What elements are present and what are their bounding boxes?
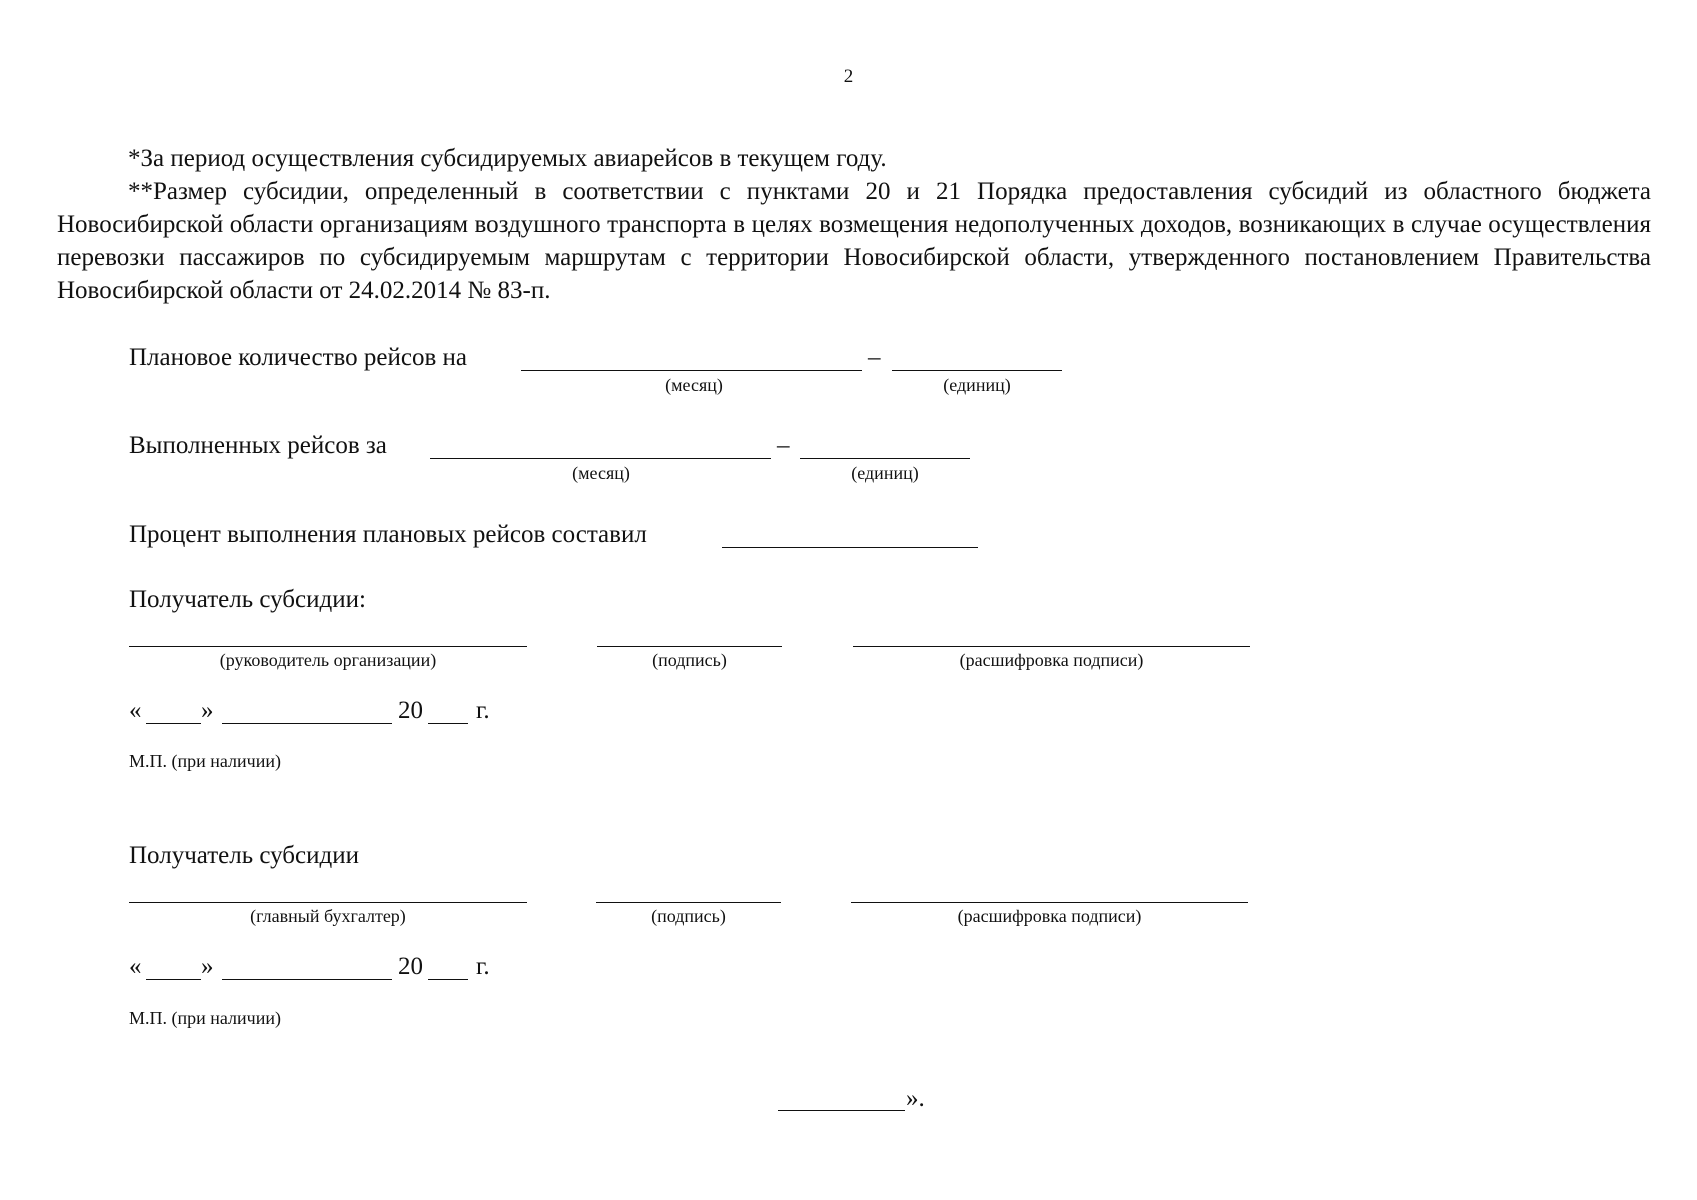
head-signature-field[interactable] bbox=[597, 646, 782, 647]
accountant-decoding-caption: (расшифровка подписи) bbox=[957, 906, 1142, 926]
head-role-caption: (руководитель организации) bbox=[219, 650, 437, 670]
accountant-date-day-field[interactable] bbox=[146, 979, 201, 980]
footnote-2: **Размер субсидии, определенный в соответствии с пунктами 20 и 21 Порядка предоставления субсидий из областного бюджета Новосибирской области организациям воздушного транспорта в целях возмещения недополученных доходов, возникающих в случае осуществления перевозки пассажиров по субсидируемым маршрутам с территории Новосибирской области, утвержденного постановлением Правительства Новосибирской области от 24.02.2014 № 83-п. bbox=[57, 178, 1651, 304]
head-date-close-quote: » bbox=[201, 697, 214, 724]
accountant-role-field[interactable] bbox=[129, 902, 527, 903]
completed-month-caption: (месяц) bbox=[572, 463, 630, 483]
completed-dash: – bbox=[777, 432, 790, 459]
planned-dash: – bbox=[868, 344, 881, 371]
footnotes bbox=[57, 142, 1651, 307]
closing-mark: ». bbox=[906, 1085, 925, 1112]
head-decoding-caption: (расшифровка подписи) bbox=[959, 650, 1144, 670]
head-date-year-field[interactable] bbox=[428, 723, 468, 724]
head-role-field[interactable] bbox=[129, 646, 527, 647]
completed-month-field[interactable] bbox=[430, 458, 771, 459]
planned-flights-label: Плановое количество рейсов на bbox=[129, 344, 467, 371]
accountant-date-open-quote: « bbox=[129, 953, 142, 980]
closing-blank-line bbox=[778, 1110, 905, 1111]
footnote-1: *За период осуществления субсидируемых авиарейсов в текущем году. bbox=[128, 145, 887, 172]
recipient-head-title: Получатель субсидии: bbox=[129, 586, 366, 613]
head-date-year-prefix: 20 bbox=[398, 697, 423, 724]
accountant-date-year-field[interactable] bbox=[428, 979, 468, 980]
accountant-date-close-quote: » bbox=[201, 953, 214, 980]
planned-units-caption: (единиц) bbox=[943, 375, 1011, 395]
recipient-accountant-title: Получатель субсидии bbox=[129, 842, 359, 869]
planned-month-caption: (месяц) bbox=[665, 375, 723, 395]
accountant-role-caption: (главный бухгалтер) bbox=[250, 906, 406, 926]
accountant-date-year-suffix: г. bbox=[476, 953, 490, 980]
accountant-date-year-prefix: 20 bbox=[398, 953, 423, 980]
accountant-decoding-field[interactable] bbox=[851, 902, 1248, 903]
accountant-signature-field[interactable] bbox=[596, 902, 781, 903]
accountant-stamp-note: М.П. (при наличии) bbox=[129, 1008, 281, 1028]
accountant-signature-caption: (подпись) bbox=[651, 906, 726, 926]
completion-percent-field[interactable] bbox=[722, 547, 978, 548]
head-date-day-field[interactable] bbox=[146, 723, 201, 724]
head-stamp-note: М.П. (при наличии) bbox=[129, 751, 281, 771]
planned-month-field[interactable] bbox=[521, 370, 862, 371]
head-date-month-field[interactable] bbox=[222, 723, 392, 724]
accountant-date-month-field[interactable] bbox=[222, 979, 392, 980]
completed-flights-label: Выполненных рейсов за bbox=[129, 432, 387, 459]
completed-units-caption: (единиц) bbox=[851, 463, 919, 483]
head-signature-caption: (подпись) bbox=[652, 650, 727, 670]
page-number: 2 bbox=[843, 66, 854, 87]
planned-units-field[interactable] bbox=[892, 370, 1062, 371]
head-date-year-suffix: г. bbox=[476, 697, 490, 724]
completed-units-field[interactable] bbox=[800, 458, 970, 459]
head-date-open-quote: « bbox=[129, 697, 142, 724]
head-decoding-field[interactable] bbox=[853, 646, 1250, 647]
completion-percent-label: Процент выполнения плановых рейсов составил bbox=[129, 521, 647, 548]
